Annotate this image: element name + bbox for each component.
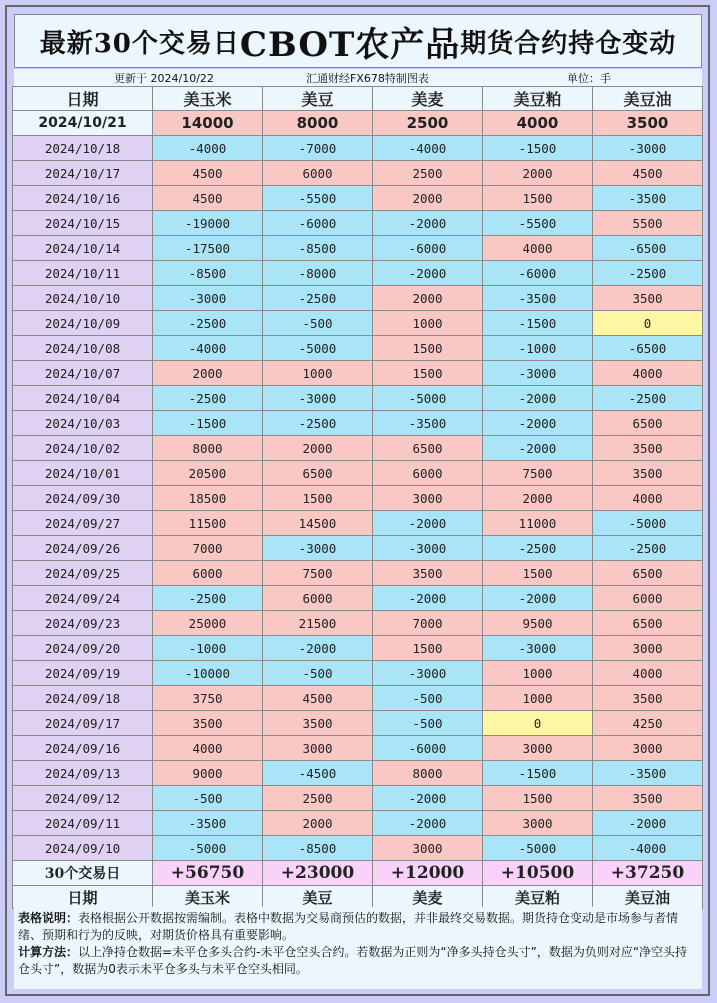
value-cell: 6500: [593, 411, 703, 436]
table-row: [13, 211, 703, 236]
source-label: 汇通财经FX678特制图表: [306, 72, 429, 85]
table-row: [13, 161, 703, 186]
value-cell: -1500: [483, 136, 593, 161]
header-cell: 美豆: [263, 87, 373, 111]
value-cell: 2500: [263, 786, 373, 811]
unit-label: 单位：手: [567, 72, 611, 85]
value-cell: -2000: [373, 786, 483, 811]
value-cell: -3500: [483, 286, 593, 311]
value-cell: 6500: [593, 611, 703, 636]
value-cell: -500: [373, 686, 483, 711]
value-cell: 3500: [593, 686, 703, 711]
value-cell: -8500: [263, 236, 373, 261]
value-cell: -4000: [153, 136, 263, 161]
value-cell: 4000: [483, 236, 593, 261]
table-row: [13, 286, 703, 311]
value-cell: 2000: [483, 161, 593, 186]
value-cell: 8000: [373, 761, 483, 786]
latest-date: 2024/10/21: [13, 111, 153, 136]
title-brand: CBOT农产品: [239, 24, 461, 65]
table-description: [18, 910, 698, 944]
value-cell: -2000: [483, 586, 593, 611]
header-cell: 美麦: [373, 87, 483, 111]
value-cell: -5000: [373, 386, 483, 411]
row-date: 2024/09/13: [13, 761, 153, 786]
value-cell: 8000: [153, 436, 263, 461]
value-cell: 2000: [373, 186, 483, 211]
value-cell: -3000: [153, 286, 263, 311]
value-cell: 3500: [593, 786, 703, 811]
table-row: [13, 836, 703, 861]
latest-value: 2500: [373, 111, 483, 136]
table-row: [13, 636, 703, 661]
value-cell: -17500: [153, 236, 263, 261]
value-cell: -3000: [483, 636, 593, 661]
value-cell: 1500: [483, 186, 593, 211]
value-cell: 20500: [153, 461, 263, 486]
value-cell: 3000: [263, 736, 373, 761]
value-cell: -2500: [153, 586, 263, 611]
value-cell: 2000: [263, 436, 373, 461]
row-date: 2024/10/07: [13, 361, 153, 386]
row-date: 2024/10/11: [13, 261, 153, 286]
value-cell: 3000: [593, 636, 703, 661]
title-suffix: 期货合约持仓变动: [460, 28, 677, 59]
value-cell: -2000: [373, 586, 483, 611]
value-cell: -3500: [153, 811, 263, 836]
value-cell: 7000: [153, 536, 263, 561]
value-cell: 4000: [593, 661, 703, 686]
value-cell: 2000: [483, 486, 593, 511]
table-row: [13, 436, 703, 461]
value-cell: 18500: [153, 486, 263, 511]
value-cell: -2000: [593, 811, 703, 836]
value-cell: 3000: [483, 736, 593, 761]
footer-header-row: [13, 886, 703, 909]
value-cell: -3000: [263, 386, 373, 411]
value-cell: -5500: [263, 186, 373, 211]
value-cell: -3500: [593, 761, 703, 786]
desc-label: 表格说明：: [18, 911, 79, 925]
value-cell: -8000: [263, 261, 373, 286]
value-cell: -6000: [373, 736, 483, 761]
header-cell: 美豆油: [593, 87, 703, 111]
table-row: [13, 311, 703, 336]
table-row: [13, 411, 703, 436]
value-cell: -2000: [483, 436, 593, 461]
header-cell: 日期: [13, 87, 153, 111]
value-cell: -1500: [483, 311, 593, 336]
value-cell: -1500: [483, 761, 593, 786]
row-date: 2024/10/15: [13, 211, 153, 236]
footer-header-cell: 日期: [13, 886, 153, 909]
row-date: 2024/10/14: [13, 236, 153, 261]
table-row: [13, 336, 703, 361]
latest-value: 8000: [263, 111, 373, 136]
row-date: 2024/09/24: [13, 586, 153, 611]
footer-header-cell: 美豆粕: [483, 886, 593, 909]
value-cell: 11000: [483, 511, 593, 536]
row-date: 2024/09/26: [13, 536, 153, 561]
value-cell: -500: [373, 711, 483, 736]
value-cell: -2000: [373, 511, 483, 536]
sum-label: 30个交易日: [13, 861, 153, 886]
value-cell: 1500: [263, 486, 373, 511]
value-cell: -500: [263, 311, 373, 336]
value-cell: -8500: [153, 261, 263, 286]
value-cell: 9000: [153, 761, 263, 786]
value-cell: 7500: [263, 561, 373, 586]
table-row: [13, 761, 703, 786]
header-row: [13, 87, 703, 111]
row-date: 2024/09/18: [13, 686, 153, 711]
value-cell: -2000: [373, 211, 483, 236]
value-cell: 3500: [593, 461, 703, 486]
value-cell: 1500: [373, 636, 483, 661]
table-row: [13, 811, 703, 836]
sum-value: +10500: [483, 861, 593, 886]
table-row: [13, 786, 703, 811]
positions-table: [12, 86, 703, 909]
value-cell: -500: [153, 786, 263, 811]
value-cell: -4000: [593, 836, 703, 861]
table-row: [13, 686, 703, 711]
table-row: [13, 536, 703, 561]
value-cell: -6000: [263, 211, 373, 236]
latest-value: 3500: [593, 111, 703, 136]
row-date: 2024/10/08: [13, 336, 153, 361]
sum-value: +37250: [593, 861, 703, 886]
row-date: 2024/09/16: [13, 736, 153, 761]
value-cell: -1000: [483, 336, 593, 361]
table-row: [13, 361, 703, 386]
value-cell: 3500: [153, 711, 263, 736]
value-cell: 4000: [153, 736, 263, 761]
value-cell: 11500: [153, 511, 263, 536]
row-date: 2024/09/11: [13, 811, 153, 836]
desc-text: 表格根据公开数据按需编制。表格中数据为交易商预估的数据，并非最终交易数据。期货持仓变动是市场参与者情绪、预期和行为的反映，对期货价格具有重要影响。: [18, 911, 679, 942]
value-cell: 2000: [263, 811, 373, 836]
row-date: 2024/09/27: [13, 511, 153, 536]
value-cell: 3000: [373, 836, 483, 861]
row-date: 2024/09/23: [13, 611, 153, 636]
value-cell: 6000: [263, 586, 373, 611]
table-row: [13, 486, 703, 511]
value-cell: 3500: [373, 561, 483, 586]
footer-header-cell: 美豆油: [593, 886, 703, 909]
value-cell: -5000: [153, 836, 263, 861]
value-cell: 4500: [263, 686, 373, 711]
row-date: 2024/10/17: [13, 161, 153, 186]
table-row: [13, 386, 703, 411]
footer-header-cell: 美麦: [373, 886, 483, 909]
value-cell: -5000: [263, 336, 373, 361]
value-cell: -2500: [483, 536, 593, 561]
notes-panel: [14, 907, 702, 989]
value-cell: 6000: [373, 461, 483, 486]
value-cell: 4500: [593, 161, 703, 186]
value-cell: -2500: [263, 286, 373, 311]
table-row: [13, 561, 703, 586]
row-date: 2024/10/16: [13, 186, 153, 211]
value-cell: -1000: [153, 636, 263, 661]
header-cell: 美玉米: [153, 87, 263, 111]
value-cell: -2500: [153, 386, 263, 411]
value-cell: -6500: [593, 236, 703, 261]
table-row: [13, 611, 703, 636]
value-cell: 21500: [263, 611, 373, 636]
value-cell: 3000: [483, 811, 593, 836]
value-cell: 7500: [483, 461, 593, 486]
value-cell: -7000: [263, 136, 373, 161]
value-cell: 1000: [263, 361, 373, 386]
calc-method: [18, 944, 698, 978]
value-cell: -2000: [373, 811, 483, 836]
value-cell: 7000: [373, 611, 483, 636]
value-cell: -4000: [153, 336, 263, 361]
value-cell: 25000: [153, 611, 263, 636]
value-cell: 3500: [593, 436, 703, 461]
value-cell: -8500: [263, 836, 373, 861]
value-cell: -4000: [373, 136, 483, 161]
row-date: 2024/10/01: [13, 461, 153, 486]
value-cell: -2500: [593, 386, 703, 411]
row-date: 2024/09/19: [13, 661, 153, 686]
latest-value: 4000: [483, 111, 593, 136]
value-cell: 3500: [593, 286, 703, 311]
value-cell: -1500: [153, 411, 263, 436]
value-cell: -6000: [483, 261, 593, 286]
value-cell: 3000: [373, 486, 483, 511]
footer-header-cell: 美豆: [263, 886, 373, 909]
table-row: [13, 136, 703, 161]
table-row: [13, 661, 703, 686]
value-cell: 6000: [593, 586, 703, 611]
value-cell: 1500: [483, 786, 593, 811]
value-cell: 1500: [373, 336, 483, 361]
value-cell: 1000: [483, 661, 593, 686]
value-cell: -6000: [373, 236, 483, 261]
value-cell: 4000: [593, 486, 703, 511]
value-cell: -4500: [263, 761, 373, 786]
value-cell: 3750: [153, 686, 263, 711]
row-date: 2024/09/17: [13, 711, 153, 736]
value-cell: 6500: [263, 461, 373, 486]
row-date: 2024/10/02: [13, 436, 153, 461]
value-cell: -2000: [483, 386, 593, 411]
value-cell: -5500: [483, 211, 593, 236]
table-row: [13, 511, 703, 536]
value-cell: 2500: [373, 161, 483, 186]
value-cell: 5500: [593, 211, 703, 236]
value-cell: -19000: [153, 211, 263, 236]
value-cell: -3000: [373, 536, 483, 561]
row-date: 2024/10/09: [13, 311, 153, 336]
row-date: 2024/09/12: [13, 786, 153, 811]
value-cell: 9500: [483, 611, 593, 636]
value-cell: 6000: [153, 561, 263, 586]
value-cell: 0: [483, 711, 593, 736]
value-cell: -6500: [593, 336, 703, 361]
value-cell: 3500: [263, 711, 373, 736]
value-cell: -500: [263, 661, 373, 686]
row-date: 2024/09/25: [13, 561, 153, 586]
table-row: [13, 461, 703, 486]
row-date: 2024/09/10: [13, 836, 153, 861]
row-date: 2024/09/20: [13, 636, 153, 661]
sum-value: +56750: [153, 861, 263, 886]
value-cell: 0: [593, 311, 703, 336]
latest-row: [13, 111, 703, 136]
table-row: [13, 186, 703, 211]
value-cell: 6500: [373, 436, 483, 461]
value-cell: 14500: [263, 511, 373, 536]
header-cell: 美豆粕: [483, 87, 593, 111]
table-row: [13, 236, 703, 261]
value-cell: 3000: [593, 736, 703, 761]
value-cell: 4000: [593, 361, 703, 386]
value-cell: -2500: [593, 536, 703, 561]
row-date: 2024/10/10: [13, 286, 153, 311]
value-cell: -3000: [593, 136, 703, 161]
value-cell: -2500: [263, 411, 373, 436]
value-cell: -2500: [153, 311, 263, 336]
value-cell: -3000: [373, 661, 483, 686]
value-cell: -5000: [483, 836, 593, 861]
title-prefix: 最新30个交易日: [39, 28, 240, 59]
footer-header-cell: 美玉米: [153, 886, 263, 909]
sum-value: +12000: [373, 861, 483, 886]
value-cell: 2000: [153, 361, 263, 386]
value-cell: -2500: [593, 261, 703, 286]
value-cell: 6500: [593, 561, 703, 586]
sum-value: +23000: [263, 861, 373, 886]
value-cell: -3500: [373, 411, 483, 436]
table-row: [13, 261, 703, 286]
calc-label: 计算方法：: [18, 945, 79, 959]
value-cell: -2000: [483, 411, 593, 436]
table-row: [13, 586, 703, 611]
row-date: 2024/10/03: [13, 411, 153, 436]
value-cell: -3000: [483, 361, 593, 386]
sum-row: [13, 861, 703, 886]
value-cell: -2000: [263, 636, 373, 661]
value-cell: -10000: [153, 661, 263, 686]
value-cell: 4500: [153, 186, 263, 211]
row-date: 2024/10/18: [13, 136, 153, 161]
value-cell: 1500: [373, 361, 483, 386]
latest-value: 14000: [153, 111, 263, 136]
row-date: 2024/10/04: [13, 386, 153, 411]
value-cell: 2000: [373, 286, 483, 311]
value-cell: 1000: [483, 686, 593, 711]
value-cell: 4500: [153, 161, 263, 186]
meta-bar: [14, 69, 702, 86]
value-cell: -3500: [593, 186, 703, 211]
calc-text: 以上净持仓数据=未平仓多头合约-未平仓空头合约。若数据为正则为“净多头持仓头寸”，数据为负则对应“净空头持仓头寸”，数据为0表示未平仓多头与未平仓空头相同。: [18, 945, 688, 976]
value-cell: -2000: [373, 261, 483, 286]
value-cell: -5000: [593, 511, 703, 536]
value-cell: 4250: [593, 711, 703, 736]
row-date: 2024/09/30: [13, 486, 153, 511]
value-cell: 1000: [373, 311, 483, 336]
page-title: [14, 14, 702, 68]
updated-date: 更新于 2024/10/22: [114, 72, 214, 85]
value-cell: -3000: [263, 536, 373, 561]
value-cell: 6000: [263, 161, 373, 186]
table-row: [13, 736, 703, 761]
table-row: [13, 711, 703, 736]
value-cell: 1500: [483, 561, 593, 586]
